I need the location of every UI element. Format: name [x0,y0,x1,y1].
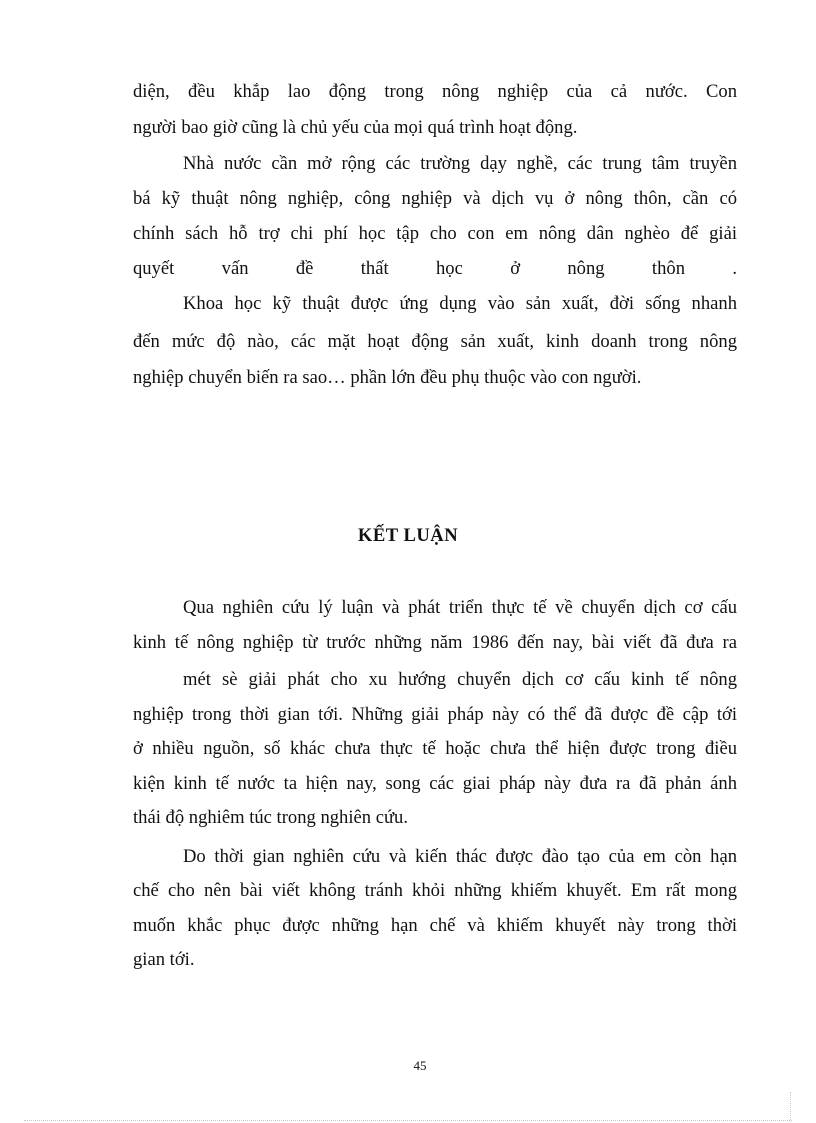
text-line: muốn khắc phục được những hạn chế và khiếm khuyết này trong thời [133,915,737,936]
text-line: đến mức độ nào, các mặt hoạt động sản xuất, kinh doanh trong nông [133,331,737,352]
text-line: Nhà nước cần mở rộng các trường dạy nghề, các trung tâm truyền [183,153,737,174]
text-line: kinh tế nông nghiệp từ trước những năm 1986 đến nay, bài viết đã đưa ra [133,632,737,653]
text-line: gian tới. [133,949,195,970]
text-line: Khoa học kỹ thuật được ứng dụng vào sản xuất, đời sống nhanh [183,293,737,314]
text-line: nghiệp trong thời gian tới. Những giải pháp này có thể đã được đề cập tới [133,704,737,725]
text-line: ở nhiều nguồn, số khác chưa thực tế hoặc chưa thể hiện được trong điều [133,738,737,759]
section-heading: KẾT LUẬN [357,525,459,546]
text-line: thái độ nghiêm túc trong nghiên cứu. [133,807,408,828]
text-line: quyết vấn đề thất học ở nông thôn . [133,258,737,279]
text-line: chính sách hỗ trợ chi phí học tập cho con em nông dân nghèo để giải [133,223,737,244]
text-line: diện, đều khắp lao động trong nông nghiệp của cả nước. Con [133,81,737,102]
page-bottom-divider [24,1120,792,1121]
text-line: bá kỹ thuật nông nghiệp, công nghiệp và dịch vụ ở nông thôn, cần có [133,188,737,209]
text-line: Do thời gian nghiên cứu và kiến thác được đào tạo của em còn hạn [183,846,737,867]
page-side-divider [790,1092,791,1122]
text-line: nghiệp chuyển biến ra sao… phần lớn đều phụ thuộc vào con người. [133,367,642,388]
text-line: chế cho nên bài viết không tránh khỏi những khiếm khuyết. Em rất mong [133,880,737,901]
text-line: kiện kinh tế nước ta hiện nay, song các giai pháp này đưa ra đã phản ánh [133,773,737,794]
text-line: người bao giờ cũng là chủ yếu của mọi quá trình hoạt động. [133,117,578,138]
text-line: mét sè giải phát cho xu hướng chuyển dịch cơ cấu kinh tế nông [183,669,737,690]
text-line: Qua nghiên cứu lý luận và phát triển thực tế về chuyển dịch cơ cấu [183,597,737,618]
page-number: 45 [413,1058,427,1073]
